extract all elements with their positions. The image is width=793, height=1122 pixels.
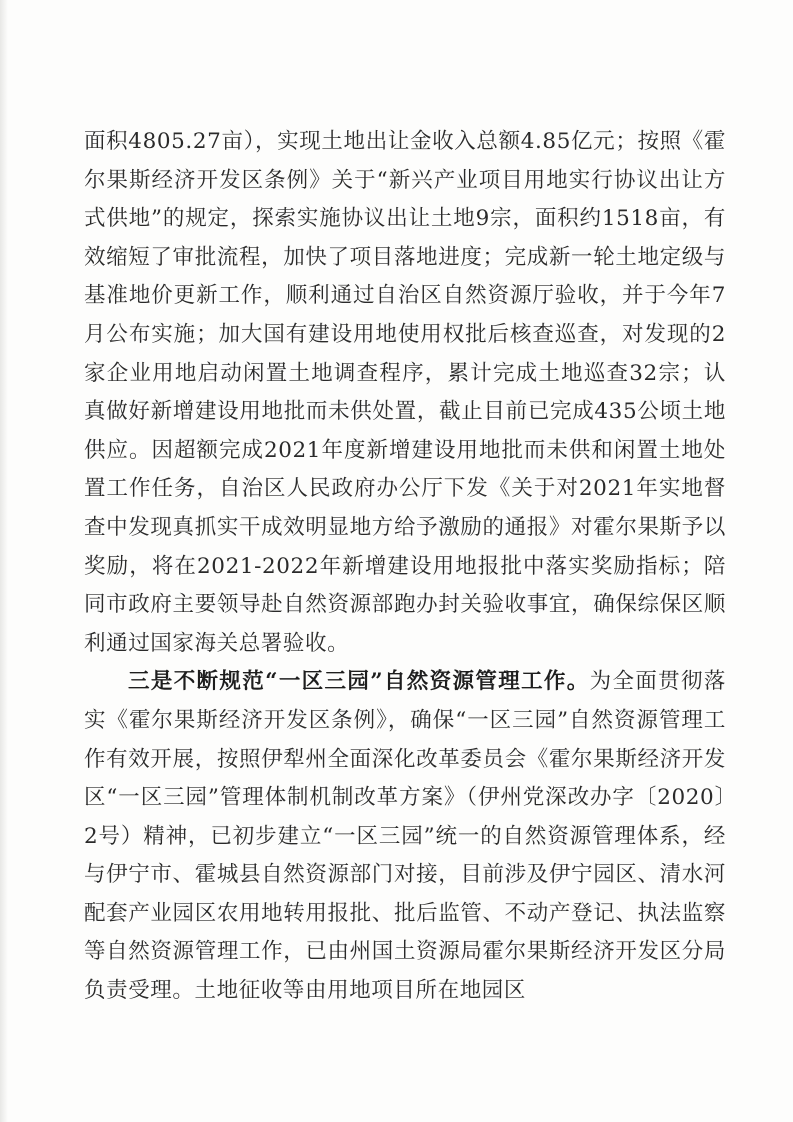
paragraph-land-supply: 面积4805.27亩），实现土地出让金收入总额4.85亿元；按照《霍尔果斯经济开发区条例》关于“新兴产业项目用地实行协议出让方式供地”的规定，探索实施协议出让土地9宗，面积约1518亩，有效缩短了审批流程，加快了项目落地进度；完成新一轮土地定级与基准地价更新工作，顺利通过自治区自然资源厅验收，并于今年7月公布实施；加大国有建设用地使用权批后核查巡查，对发现的2家企业用地启动闲置土地调查程序，累计完成土地巡查32宗；认真做好新增建设用地批而未供处置，截止目前已完成435公顷土地供应。因超额完成2021年度新增建设用地批而未供和闲置土地处置工作任务，自治区人民政府办公厅下发《关于对2021年实地督查中发现真抓实干成效明显地方给予激励的通报》对霍尔果斯予以奖励，将在2021-2022年新增建设用地报批中落实奖励指标；陪同市政府主要领导赴自然资源部跑办封关验收事宜，确保综保区顺利通过国家海关总署验收。 <box>84 129 726 656</box>
scan-edge-shadow <box>0 0 8 1122</box>
paragraph-body: 为全面贯彻落实《霍尔果斯经济开发区条例》，确保“一区三园”自然资源管理工作有效开展，按照伊犁州全面深化改革委员会《霍尔果斯经济开发区“一区三园”管理体制机制改革方案》（伊州党深改办字〔2020〕2号）精神，已初步建立“一区三园”统一的自然资源管理体系，经与伊宁市、霍城县自然资源部门对接，目前涉及伊宁园区、清水河配套产业园区农用地转用报批、批后监管、不动产登记、执法监察等自然资源管理工作，已由州国土资源局霍尔果斯经济开发区分局负责受理。土地征收等由用地项目所在地园区 <box>84 669 726 1004</box>
paragraph-heading: 三是不断规范“一区三园”自然资源管理工作。 <box>128 669 590 695</box>
paragraph-one-zone-three-parks <box>84 663 726 1010</box>
document-body <box>84 123 726 1011</box>
